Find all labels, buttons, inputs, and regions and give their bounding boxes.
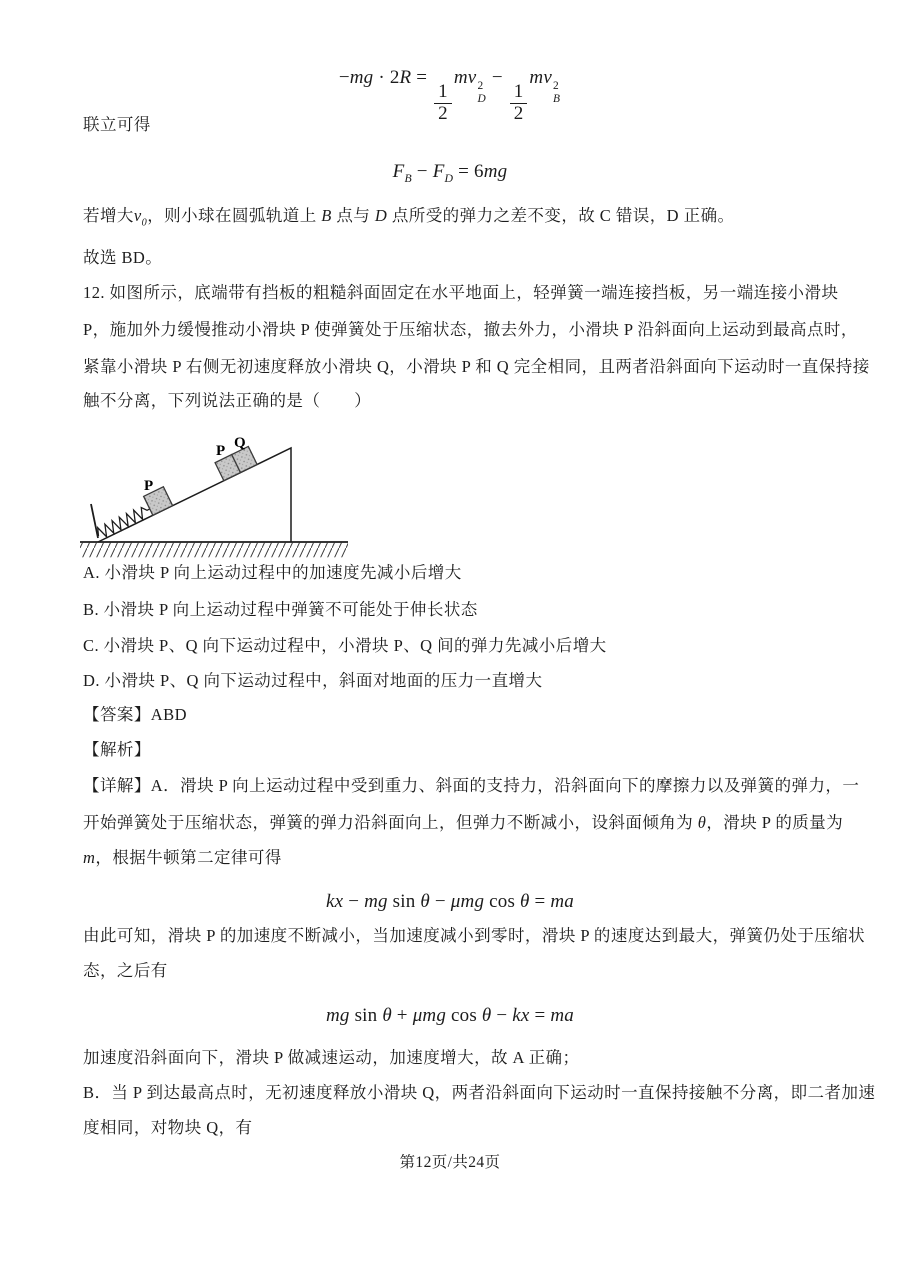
analysis-label: 【解析】 [83, 740, 151, 759]
equation-force-diff: $F_B - F_D = 6mg$ [392, 161, 508, 185]
ground-hatching [80, 543, 348, 558]
label-p-upper: P [216, 443, 226, 459]
answer-line: 【答案】ABD [83, 705, 187, 724]
choice-line: 故选 BD。 [83, 248, 163, 267]
equation-energy: −mg · 2R = $\frac{1}{2}$ mv 2 D − $\frac{1}{2}$ mv 2 B [338, 67, 561, 124]
equation-newton-up: kx − mg sin θ − μmg cos θ = ma [326, 891, 574, 912]
option-c: C. 小滑块 P、Q 向下运动过程中，小滑块 P、Q 间的弹力先减小后增大 [83, 636, 607, 655]
q12-line-1: 12. 如图所示，底端带有挡板的粗糙斜面固定在水平地面上，轻弹簧一端连接挡板，另一端连接小滑块 [83, 283, 839, 302]
b-line-1: B．当 P 到达最高点时，无初速度释放小滑块 Q，两者沿斜面向下运动时一直保持接触不分离，即二者加速 [83, 1083, 876, 1102]
incline-triangle [98, 448, 291, 542]
page-number: 第12页/共24页 [399, 1154, 501, 1171]
barrier-plate [91, 504, 98, 538]
option-b: B. 小滑块 P 向上运动过程中弹簧不可能处于伸长状态 [83, 600, 478, 619]
conclusion-a-line: 加速度沿斜面向下，滑块 P 做减速运动，加速度增大，故 A 正确； [83, 1048, 580, 1067]
combine-line: 联立可得 [83, 115, 151, 134]
label-q-upper: Q [234, 435, 246, 451]
label-p-lower: P [144, 478, 154, 494]
conclusion-line: 若增大$v_0$，则小球在圆弧轨道上 B 点与 D 点所受的弹力之差不变，故 C 错误，D 正确。 [83, 206, 735, 229]
equation-newton-down: mg sin θ + μmg cos θ − kx = ma [326, 1005, 574, 1026]
detail-line-1: 【详解】A．滑块 P 向上运动过程中受到重力、斜面的支持力，沿斜面向下的摩擦力以及弹簧的弹力，一 [83, 776, 860, 795]
q12-line-4: 触不分离，下列说法正确的是（ ） [83, 391, 372, 410]
mid-line-2: 态，之后有 [83, 961, 168, 980]
detail-line-2: 开始弹簧处于压缩状态，弹簧的弹力沿斜面向上，但弹力不断减小，设斜面倾角为 θ，滑块 P 的质量为 [83, 813, 844, 832]
option-d: D. 小滑块 P、Q 向下运动过程中，斜面对地面的压力一直增大 [83, 671, 543, 690]
mid-line-1: 由此可知，滑块 P 的加速度不断减小，当加速度减小到零时，滑块 P 的速度达到最大，弹簧仍处于压缩状 [83, 926, 866, 945]
q12-line-3: 紧靠小滑块 P 右侧无初速度释放小滑块 Q，小滑块 P 和 Q 完全相同，且两者沿斜面向下运动时一直保持接 [83, 357, 870, 376]
incline-diagram [80, 428, 350, 560]
spring [95, 504, 152, 540]
b-line-2: 度相同，对物块 Q，有 [83, 1118, 253, 1137]
option-a: A. 小滑块 P 向上运动过程中的加速度先减小后增大 [83, 563, 462, 582]
detail-line-3: m，根据牛顿第二定律可得 [83, 848, 282, 867]
q12-line-2: P，施加外力缓慢推动小滑块 P 使弹簧处于压缩状态，撤去外力，小滑块 P 沿斜面向上运动到最高点时， [83, 320, 858, 339]
